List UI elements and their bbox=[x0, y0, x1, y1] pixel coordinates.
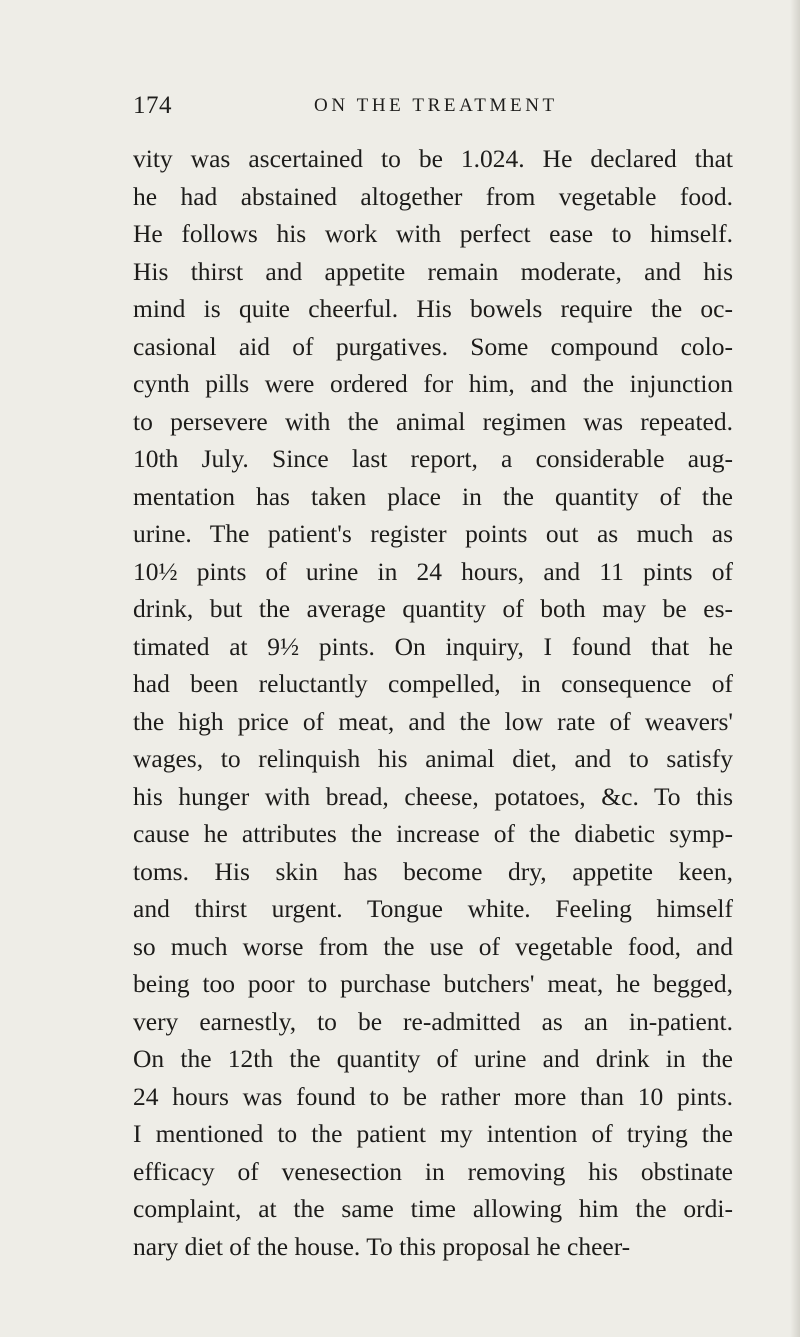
text-line: 10½ pints of urine in 24 hours, and 11 pints of bbox=[133, 556, 733, 586]
text-line: the high price of meat, and the low rate of weavers' bbox=[133, 706, 733, 736]
text-line: mind is quite cheerful. His bowels require the oc- bbox=[133, 294, 733, 323]
text-line: toms. His skin has become dry, appetite keen, bbox=[133, 856, 733, 886]
text-line: casional aid of purgatives. Some compound colo- bbox=[133, 331, 733, 361]
text-line: complaint, at the same time allowing him the ordi- bbox=[133, 1194, 733, 1223]
text-line: and thirst urgent. Tongue white. Feeling himself bbox=[133, 894, 733, 923]
text-line: 24 hours was found to be rather more than 10 pints. bbox=[133, 1081, 733, 1111]
text-line: timated at 9½ pints. On inquiry, I found that he bbox=[133, 631, 733, 661]
text-line: so much worse from the use of vegetable food, and bbox=[133, 931, 733, 961]
page-edge-shadow bbox=[790, 0, 800, 1337]
text-line: wages, to relinquish his animal diet, and to satisfy bbox=[133, 744, 733, 773]
text-line: his hunger with bread, cheese, potatoes, &c. To this bbox=[133, 781, 733, 811]
text-line: to persevere with the animal regimen was repeated. bbox=[133, 406, 733, 436]
text-line: had been reluctantly compelled, in consequence of bbox=[133, 669, 733, 698]
text-line: On the 12th the quantity of urine and drink in the bbox=[133, 1044, 733, 1073]
text-line: I mentioned to the patient my intention of trying the bbox=[133, 1119, 733, 1148]
running-head: ON THE TREATMENT bbox=[314, 95, 558, 116]
text-line: efficacy of venesection in removing his obstinate bbox=[133, 1156, 733, 1186]
text-line: 10th July. Since last report, a considerable aug- bbox=[133, 444, 733, 473]
text-line: cause he attributes the increase of the diabetic symp- bbox=[133, 819, 733, 848]
page-number: 174 bbox=[133, 92, 172, 119]
text-line: being too poor to purchase butchers' meat, he begged, bbox=[133, 969, 733, 998]
text-line: mentation has taken place in the quantity of the bbox=[133, 481, 733, 511]
text-line: He follows his work with perfect ease to himself. bbox=[133, 219, 733, 248]
text-line: vity was ascertained to be 1.024. He declared that bbox=[133, 144, 733, 173]
page-header bbox=[0, 92, 800, 122]
text-line: nary diet of the house. To this proposal he cheer- bbox=[133, 1231, 631, 1261]
text-line: cynth pills were ordered for him, and the injunction bbox=[133, 369, 733, 398]
text-line: he had abstained altogether from vegetable food. bbox=[133, 181, 733, 211]
body-text bbox=[133, 140, 733, 1265]
text-line: urine. The patient's register points out as much as bbox=[133, 519, 733, 548]
text-line: His thirst and appetite remain moderate, and his bbox=[133, 256, 733, 286]
text-line: very earnestly, to be re-admitted as an in-patient. bbox=[133, 1006, 733, 1036]
text-line: drink, but the average quantity of both may be es- bbox=[133, 594, 733, 623]
